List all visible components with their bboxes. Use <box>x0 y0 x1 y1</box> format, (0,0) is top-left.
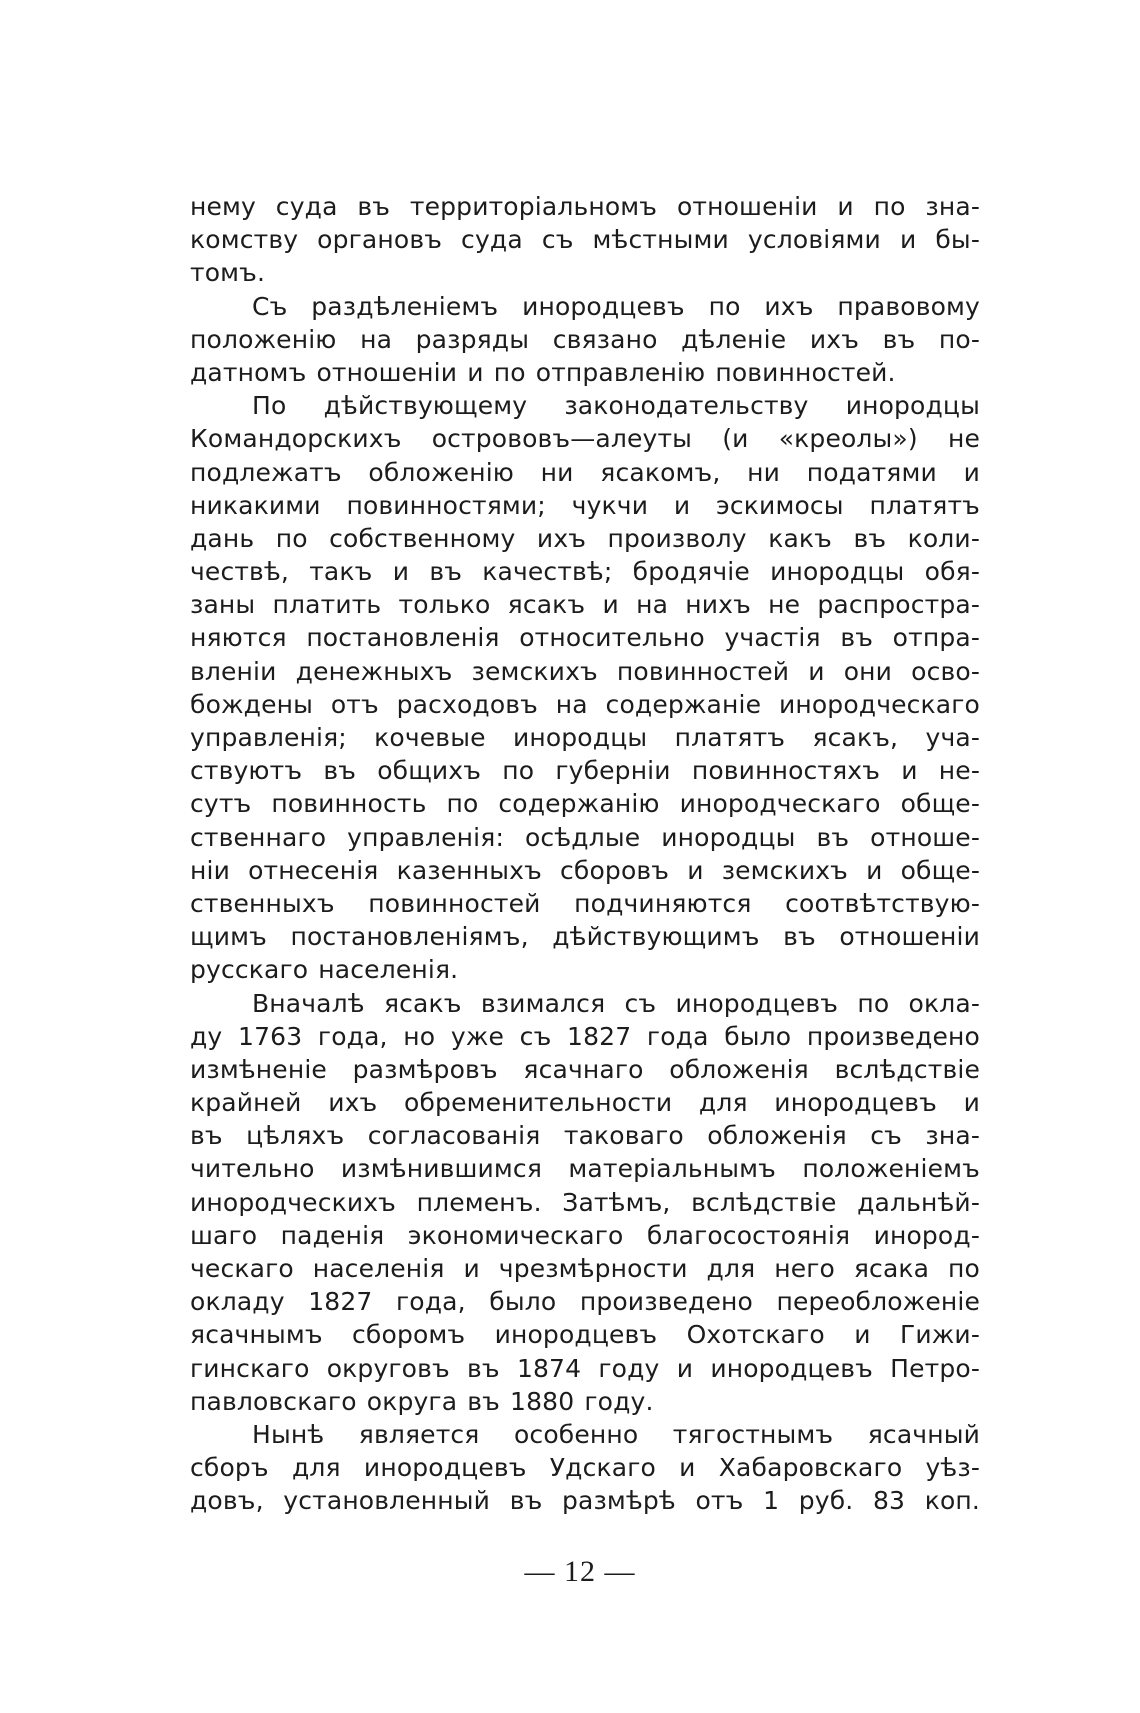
paragraph-3 <box>190 389 980 986</box>
text-line: Командорскихъ острововъ—алеуты (и «креолы») не <box>190 424 980 454</box>
text-line: няются постановленія относительно участія въ отпра- <box>190 623 980 653</box>
text-line: сборъ для инородцевъ Удскаго и Хабаровскаго уѣз- <box>190 1453 980 1483</box>
text-line: подлежатъ обложенію ни ясакомъ, ни податями и <box>190 457 980 487</box>
text-line: заны платить только ясакъ и на нихъ не распростра- <box>190 590 980 620</box>
text-line: чествѣ, такъ и въ качествѣ; бродячіе инородцы обя- <box>190 557 980 587</box>
paragraph-5 <box>190 1418 980 1518</box>
text-line: ствуютъ въ общихъ по губерніи повинностяхъ и не- <box>190 756 980 786</box>
text-line: нему суда въ территоріальномъ отношеніи и по зна- <box>190 192 980 221</box>
paragraph-2 <box>190 290 980 390</box>
text-line: окладу 1827 года, было произведено переобложеніе <box>190 1287 980 1317</box>
paragraph-4 <box>190 987 980 1418</box>
text-line: ственныхъ повинностей подчиняются соотвѣтствую- <box>190 888 980 918</box>
text-line: щимъ постановленіямъ, дѣйствующимъ въ отношеніи <box>190 922 980 952</box>
text-line: По дѣйствующему законодательству инородцы <box>252 391 980 421</box>
text-line: измѣненіе размѣровъ ясачнаго обложенія вслѣдствіе <box>190 1054 980 1084</box>
text-line: инородческихъ племенъ. Затѣмъ, вслѣдствіе дальнѣй- <box>190 1187 980 1217</box>
text-line: чительно измѣнившимся матеріальнымъ положеніемъ <box>190 1154 980 1184</box>
text-line: ду 1763 года, но уже съ 1827 года было произведено <box>190 1021 980 1051</box>
text-line: датномъ отношеніи и по отправленію повинностей. <box>190 357 896 387</box>
text-line: управленія; кочевые инородцы платятъ ясакъ, уча- <box>190 723 980 752</box>
text-line: довъ, установленный въ размѣрѣ отъ 1 руб. 83 коп. <box>190 1486 980 1516</box>
text-line: Съ раздѣленіемъ инородцевъ по ихъ правовому <box>252 291 980 321</box>
text-line: гинскаго округовъ въ 1874 году и инородцевъ Петро- <box>190 1353 980 1383</box>
text-line: положенію на разряды связано дѣленіе ихъ въ по- <box>190 324 980 354</box>
text-line: Нынѣ является особенно тягостнымъ ясачный <box>252 1419 980 1449</box>
text-line: сутъ повинность по содержанію инородческаго обще- <box>190 789 980 819</box>
text-line: въ цѣляхъ согласованія таковаго обложенія съ зна- <box>190 1121 980 1151</box>
text-line: крайней ихъ обременительности для инородцевъ и <box>190 1088 980 1118</box>
text-line: Вначалѣ ясакъ взимался съ инородцевъ по окла- <box>252 988 980 1018</box>
text-line: павловскаго округа въ 1880 году. <box>190 1386 654 1416</box>
text-line: бождены отъ расходовъ на содержаніе инородческаго <box>190 689 980 719</box>
text-line: шаго паденія экономическаго благосостоянія инород- <box>190 1220 980 1250</box>
text-line: томъ. <box>190 258 266 288</box>
text-line: комству органовъ суда съ мѣстными условіями и бы- <box>190 225 980 255</box>
text-line: дань по собственному ихъ произволу какъ въ коли- <box>190 523 980 553</box>
text-line: никакими повинностями; чукчи и эскимосы платятъ <box>190 490 980 520</box>
body-text <box>190 190 980 1518</box>
text-line: ясачнымъ сборомъ инородцевъ Охотскаго и Гижи- <box>190 1320 980 1350</box>
paragraph-1 <box>190 190 980 290</box>
text-line: ственнаго управленія: осѣдлые инородцы въ отноше- <box>190 822 980 852</box>
text-line: вленіи денежныхъ земскихъ повинностей и они осво- <box>190 656 980 686</box>
text-line: ческаго населенія и чрезмѣрности для него ясака по <box>190 1254 980 1283</box>
page-number: — 12 — <box>524 1555 636 1588</box>
text-line: ніи отнесенія казенныхъ сборовъ и земскихъ и обще- <box>190 855 980 885</box>
text-line: русскаго населенія. <box>190 955 459 985</box>
